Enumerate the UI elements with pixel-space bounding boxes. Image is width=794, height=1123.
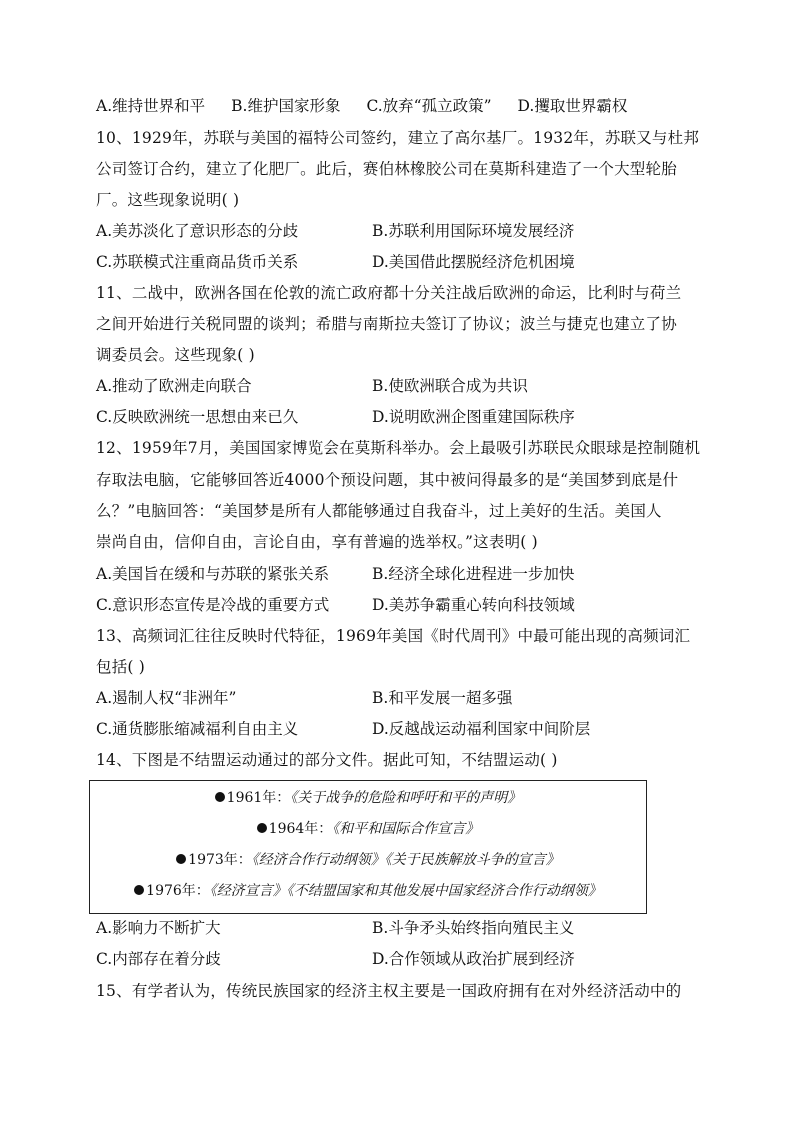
q9-options-row	[0, 96, 794, 118]
q10-option-c: C.苏联模式注重商品货币关系	[96, 253, 299, 271]
bullet-icon	[134, 885, 144, 895]
box-entry-docs: 《和平和国际合作宣言》	[332, 821, 480, 837]
box-entry-1964	[90, 820, 646, 838]
q9-option-a: A.维持世界和平	[96, 97, 206, 115]
q13-option-b: B.和平发展一超多强	[372, 689, 513, 707]
q13-stem-line2: 包括( )	[96, 658, 146, 676]
bullet-icon	[257, 823, 267, 833]
non-aligned-documents-box	[89, 780, 647, 914]
q12-stem-line3: 么？”电脑回答：“美国梦是所有人都能够通过自我奋斗，过上美好的生活。美国人	[96, 502, 662, 520]
q12-option-b: B.经济全球化进程进一步加快	[372, 565, 575, 583]
q10-option-b: B.苏联利用国际环境发展经济	[372, 222, 575, 240]
box-entry-year: 1976年：	[146, 883, 210, 899]
q11-option-a: A.推动了欧洲走向联合	[96, 377, 252, 395]
q10-options-row2	[0, 252, 794, 274]
box-entry-year: 1973年：	[188, 852, 252, 868]
q12-stem-line1: 12、1959年7月，美国国家博览会在莫斯科举办。会上最吸引苏联民众眼球是控制随机	[96, 439, 701, 457]
q13-option-d: D.反越战运动福利国家中间阶层	[372, 720, 591, 738]
box-entry-docs: 《经济宣言》《不结盟国家和其他发展中国家经济合作行动纲领》	[209, 883, 602, 899]
bullet-icon	[176, 854, 186, 864]
box-entry-1961	[90, 789, 646, 807]
box-entry-docs: 《经济合作行动纲领》《关于民族解放斗争的宣言》	[251, 852, 560, 868]
q14-option-a: A.影响力不断扩大	[96, 919, 221, 937]
box-entry-year: 1961年：	[226, 790, 291, 806]
q12-stem-line4: 崇尚自由，信仰自由，言论自由，享有普遍的选举权。”这表明( )	[96, 533, 538, 551]
box-entry-year: 1964年：	[268, 821, 333, 837]
q13-option-a: A.遏制人权“非洲年”	[96, 689, 237, 707]
q11-stem-line1: 11、二战中，欧洲各国在伦敦的流亡政府都十分关注战后欧洲的命运，比利时与荷兰	[96, 284, 682, 302]
q14-stem-line1: 14、下图是不结盟运动通过的部分文件。据此可知，不结盟运动( )	[96, 751, 558, 769]
q13-option-c: C.通货膨胀缩减福利自由主义	[96, 720, 299, 738]
q10-option-d: D.美国借此摆脱经济危机困境	[372, 253, 575, 271]
q14-options-row1	[0, 918, 794, 940]
q9-option-d: D.攫取世界霸权	[517, 97, 628, 115]
q10-stem-line3: 厂。这些现象说明( )	[96, 191, 240, 209]
q11-options-row1	[0, 376, 794, 398]
q12-option-c: C.意识形态宣传是冷战的重要方式	[96, 596, 330, 614]
q11-stem-line2: 之间开始进行关税同盟的谈判；希腊与南斯拉夫签订了协议；波兰与捷克也建立了协	[96, 315, 677, 333]
q9-option-c: C.放弃“孤立政策”	[366, 97, 492, 115]
q12-stem-line2: 存取法电脑，它能够回答近4000个预设问题，其中被问得最多的是“美国梦到底是什	[96, 471, 679, 489]
q12-option-a: A.美国旨在缓和与苏联的紧张关系	[96, 565, 330, 583]
q10-stem-line2: 公司签订合约，建立了化肥厂。此后，赛伯林橡胶公司在莫斯科建造了一个大型轮胎	[96, 160, 677, 178]
q11-option-c: C.反映欧洲统一思想由来已久	[96, 408, 299, 426]
q14-option-b: B.斗争矛头始终指向殖民主义	[372, 919, 575, 937]
q11-options-row2	[0, 407, 794, 429]
q10-option-a: A.美苏淡化了意识形态的分歧	[96, 222, 299, 240]
q11-option-d: D.说明欧洲企图重建国际秩序	[372, 408, 575, 426]
q12-options-row2	[0, 595, 794, 617]
box-entry-docs: 《关于战争的危险和呼吁和平的声明》	[290, 790, 522, 806]
box-entry-1973	[90, 851, 646, 869]
q14-options-row2	[0, 949, 794, 971]
q12-options-row1	[0, 564, 794, 586]
box-entry-1976	[90, 882, 646, 900]
q12-option-d: D.美苏争霸重心转向科技领域	[372, 596, 575, 614]
q15-stem-line1: 15、有学者认为，传统民族国家的经济主权主要是一国政府拥有在对外经济活动中的	[96, 982, 682, 1000]
q11-option-b: B.使欧洲联合成为共识	[372, 377, 528, 395]
q13-stem-line1: 13、高频词汇往往反映时代特征，1969年美国《时代周刊》中最可能出现的高频词汇	[96, 627, 691, 645]
q10-stem-line1: 10、1929年，苏联与美国的福特公司签约，建立了高尔基厂。1932年，苏联又与杜邦	[96, 129, 700, 147]
q14-option-c: C.内部存在着分歧	[96, 950, 221, 968]
q13-options-row2	[0, 719, 794, 741]
q13-options-row1	[0, 688, 794, 710]
q14-option-d: D.合作领域从政治扩展到经济	[372, 950, 575, 968]
q11-stem-line3: 调委员会。这些现象( )	[96, 346, 255, 364]
q9-option-b: B.维护国家形象	[231, 97, 341, 115]
q10-options-row1	[0, 221, 794, 243]
bullet-icon	[215, 792, 225, 802]
